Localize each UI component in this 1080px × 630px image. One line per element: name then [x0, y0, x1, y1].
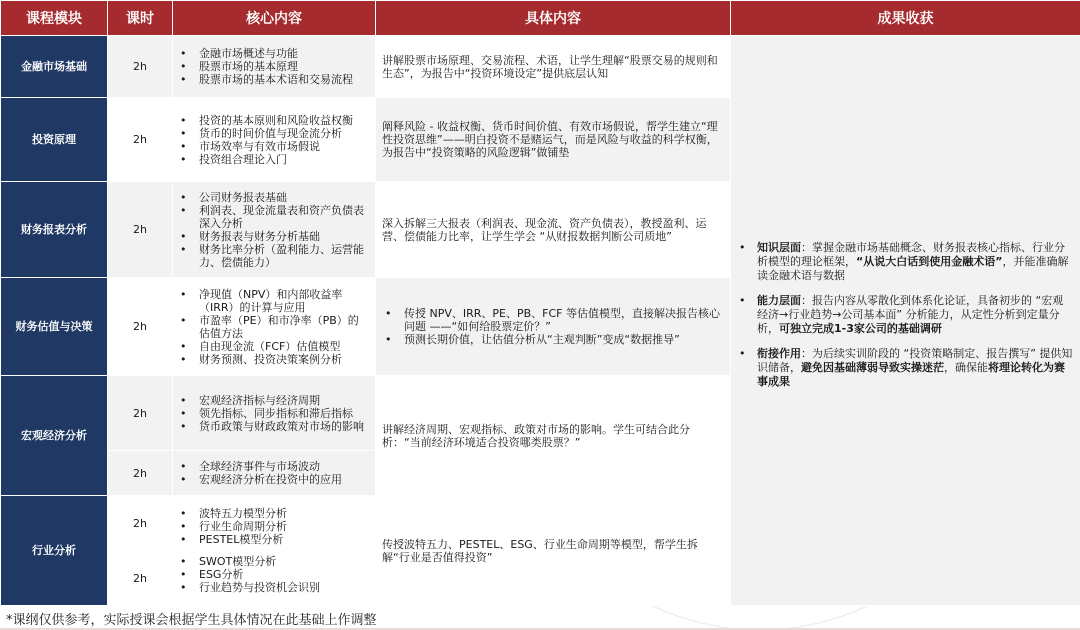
list-item: • 行业生命周期分析: [177, 520, 367, 533]
result-text: ：为后续实训阶段的 “投资策略制定、报告撰写” 提供知识储备，: [757, 347, 1073, 374]
result-text: ，确保能: [944, 361, 988, 374]
list-item: • 传授 NPV、IRR、PE、PB、FCF 等估值模型，直接解决报告核心问题 ——“如何给股票定价？”: [382, 307, 722, 333]
core-content-cell: [173, 182, 376, 278]
detail-cell: 讲解股票市场原理、交易流程、术语，让学生理解“股票交易的规则和生态”，为报告中“投资环境设定”提供底层认知: [376, 36, 731, 98]
module-cell: 金融市场基础: [1, 36, 108, 98]
list-item: • SWOT模型分析: [177, 555, 367, 568]
hours-cell: 2h: [108, 376, 173, 451]
core-content-cell: [173, 451, 376, 496]
detail-cell: 阐释风险 - 收益权衡、货币时间价值、有效市场假说，帮学生建立“理性投资思维”——明白投资不是赌运气，而是风险与收益的科学权衡，为报告中“投资策略的风险逻辑”做铺垫: [376, 98, 731, 182]
result-highlight: “从说大白话到使用金融术语”: [856, 255, 1003, 268]
header-result: 成果收获: [731, 1, 1080, 36]
header-detail: 具体内容: [376, 1, 731, 36]
list-item: • 净现值（NPV）和内部收益率（IRR）的计算与应用: [177, 288, 367, 314]
hours-cell: [108, 496, 173, 606]
result-item-bridge: [737, 347, 1074, 389]
list-item: • 市盈率（PE）和市净率（PB）的估值方法: [177, 314, 367, 340]
list-item: • 货币政策与财政政策对市场的影响: [177, 420, 367, 433]
footnote: *课纲仅供参考，实际授课会根据学生具体情况在此基础上作调整: [6, 613, 377, 628]
list-item: • 财务比率分析（盈利能力、运营能力、偿债能力）: [177, 243, 367, 269]
detail-cell: 讲解经济周期、宏观指标、政策对市场的影响。学生可结合此分析：“当前经济环境适合投资哪类股票？”: [376, 376, 731, 496]
core-content-cell: [173, 376, 376, 451]
list-item: • ESG分析: [177, 568, 367, 581]
result-item-knowledge: [737, 241, 1074, 283]
hours-cell: 2h: [108, 182, 173, 278]
list-item: • 领先指标、同步指标和滞后指标: [177, 407, 367, 420]
list-item: • 市场效率与有效市场假说: [177, 140, 367, 153]
detail-cell: 传授波特五力、PESTEL、ESG、行业生命周期等模型，帮学生拆解“行业是否值得投资”: [376, 496, 731, 606]
result-highlight: 避免因基础薄弱导致实操迷茫: [801, 361, 944, 374]
result-title: 能力层面: [757, 294, 801, 307]
core-content-cell: [173, 98, 376, 182]
list-item: • 利润表、现金流量表和资产负债表深入分析: [177, 204, 367, 230]
list-item: • 全球经济事件与市场波动: [177, 460, 367, 473]
list-item: • 行业趋势与投资机会识别: [177, 581, 367, 594]
module-cell: 行业分析: [1, 496, 108, 606]
header-row: [1, 1, 1080, 36]
module-cell: 投资原理: [1, 98, 108, 182]
module-cell: 财务报表分析: [1, 182, 108, 278]
module-cell: 宏观经济分析: [1, 376, 108, 496]
list-item: • 投资的基本原则和风险收益权衡: [177, 114, 367, 127]
result-title: 知识层面: [757, 241, 801, 254]
result-highlight: 可独立完成1-3家公司的基础调研: [779, 322, 942, 335]
header-core: 核心内容: [173, 1, 376, 36]
core-content-cell: [173, 496, 376, 606]
table-row: [1, 36, 1080, 98]
result-cell: [731, 36, 1080, 606]
list-item: • 财务报表与财务分析基础: [177, 230, 367, 243]
result-item-ability: [737, 294, 1074, 336]
result-title: 衔接作用: [757, 347, 801, 360]
list-item: • 投资组合理论入门: [177, 153, 367, 166]
hours-cell: 2h: [108, 98, 173, 182]
list-item: • 金融市场概述与功能: [177, 47, 367, 60]
result-text: ，并能准确解读金融术语与数据: [757, 255, 1069, 282]
result-text: ：掌握金融市场基础概念、财务报表核心指标、行业分析模型的理论框架，: [757, 241, 1065, 268]
list-item: • 股票市场的基本原理: [177, 60, 367, 73]
list-item: • 波特五力模型分析: [177, 507, 367, 520]
hours-cell: 2h: [108, 36, 173, 98]
list-item: • PESTEL模型分析: [177, 533, 367, 546]
list-item: • 股票市场的基本术语和交易流程: [177, 73, 367, 86]
list-item: • 宏观经济分析在投资中的应用: [177, 473, 367, 486]
hours-cell: 2h: [108, 451, 173, 496]
list-item: • 自由现金流（FCF）估值模型: [177, 340, 367, 353]
detail-cell: [376, 278, 731, 376]
result-text: ：报告内容从零散化到体系化论证，具备初步的 “宏观经济→行业趋势→公司基本面” 分析能力，从定性分析到定量分析，: [757, 294, 1064, 335]
list-item: • 预测长期价值，让估值分析从“主观判断”变成“数据推导”: [382, 333, 722, 346]
core-content-cell: [173, 36, 376, 98]
module-cell: 财务估值与决策: [1, 278, 108, 376]
core-content-cell: [173, 278, 376, 376]
hours-cell: 2h: [108, 278, 173, 376]
result-highlight: 将理论转化为赛事成果: [757, 361, 1065, 388]
header-module: 课程模块: [1, 1, 108, 36]
list-item: • 宏观经济指标与经济周期: [177, 394, 367, 407]
list-item: • 货币的时间价值与现金流分析: [177, 127, 367, 140]
hours-label: 2h: [133, 516, 147, 530]
list-item: • 财务预测、投资决策案例分析: [177, 353, 367, 366]
list-item: • 公司财务报表基础: [177, 191, 367, 204]
header-hours: 课时: [108, 1, 173, 36]
detail-cell: 深入拆解三大报表（利润表、现金流、资产负债表），教授盈利、运营、偿债能力比率，让学生学会 “从财报数据判断公司质地”: [376, 182, 731, 278]
hours-label: 2h: [133, 571, 147, 585]
